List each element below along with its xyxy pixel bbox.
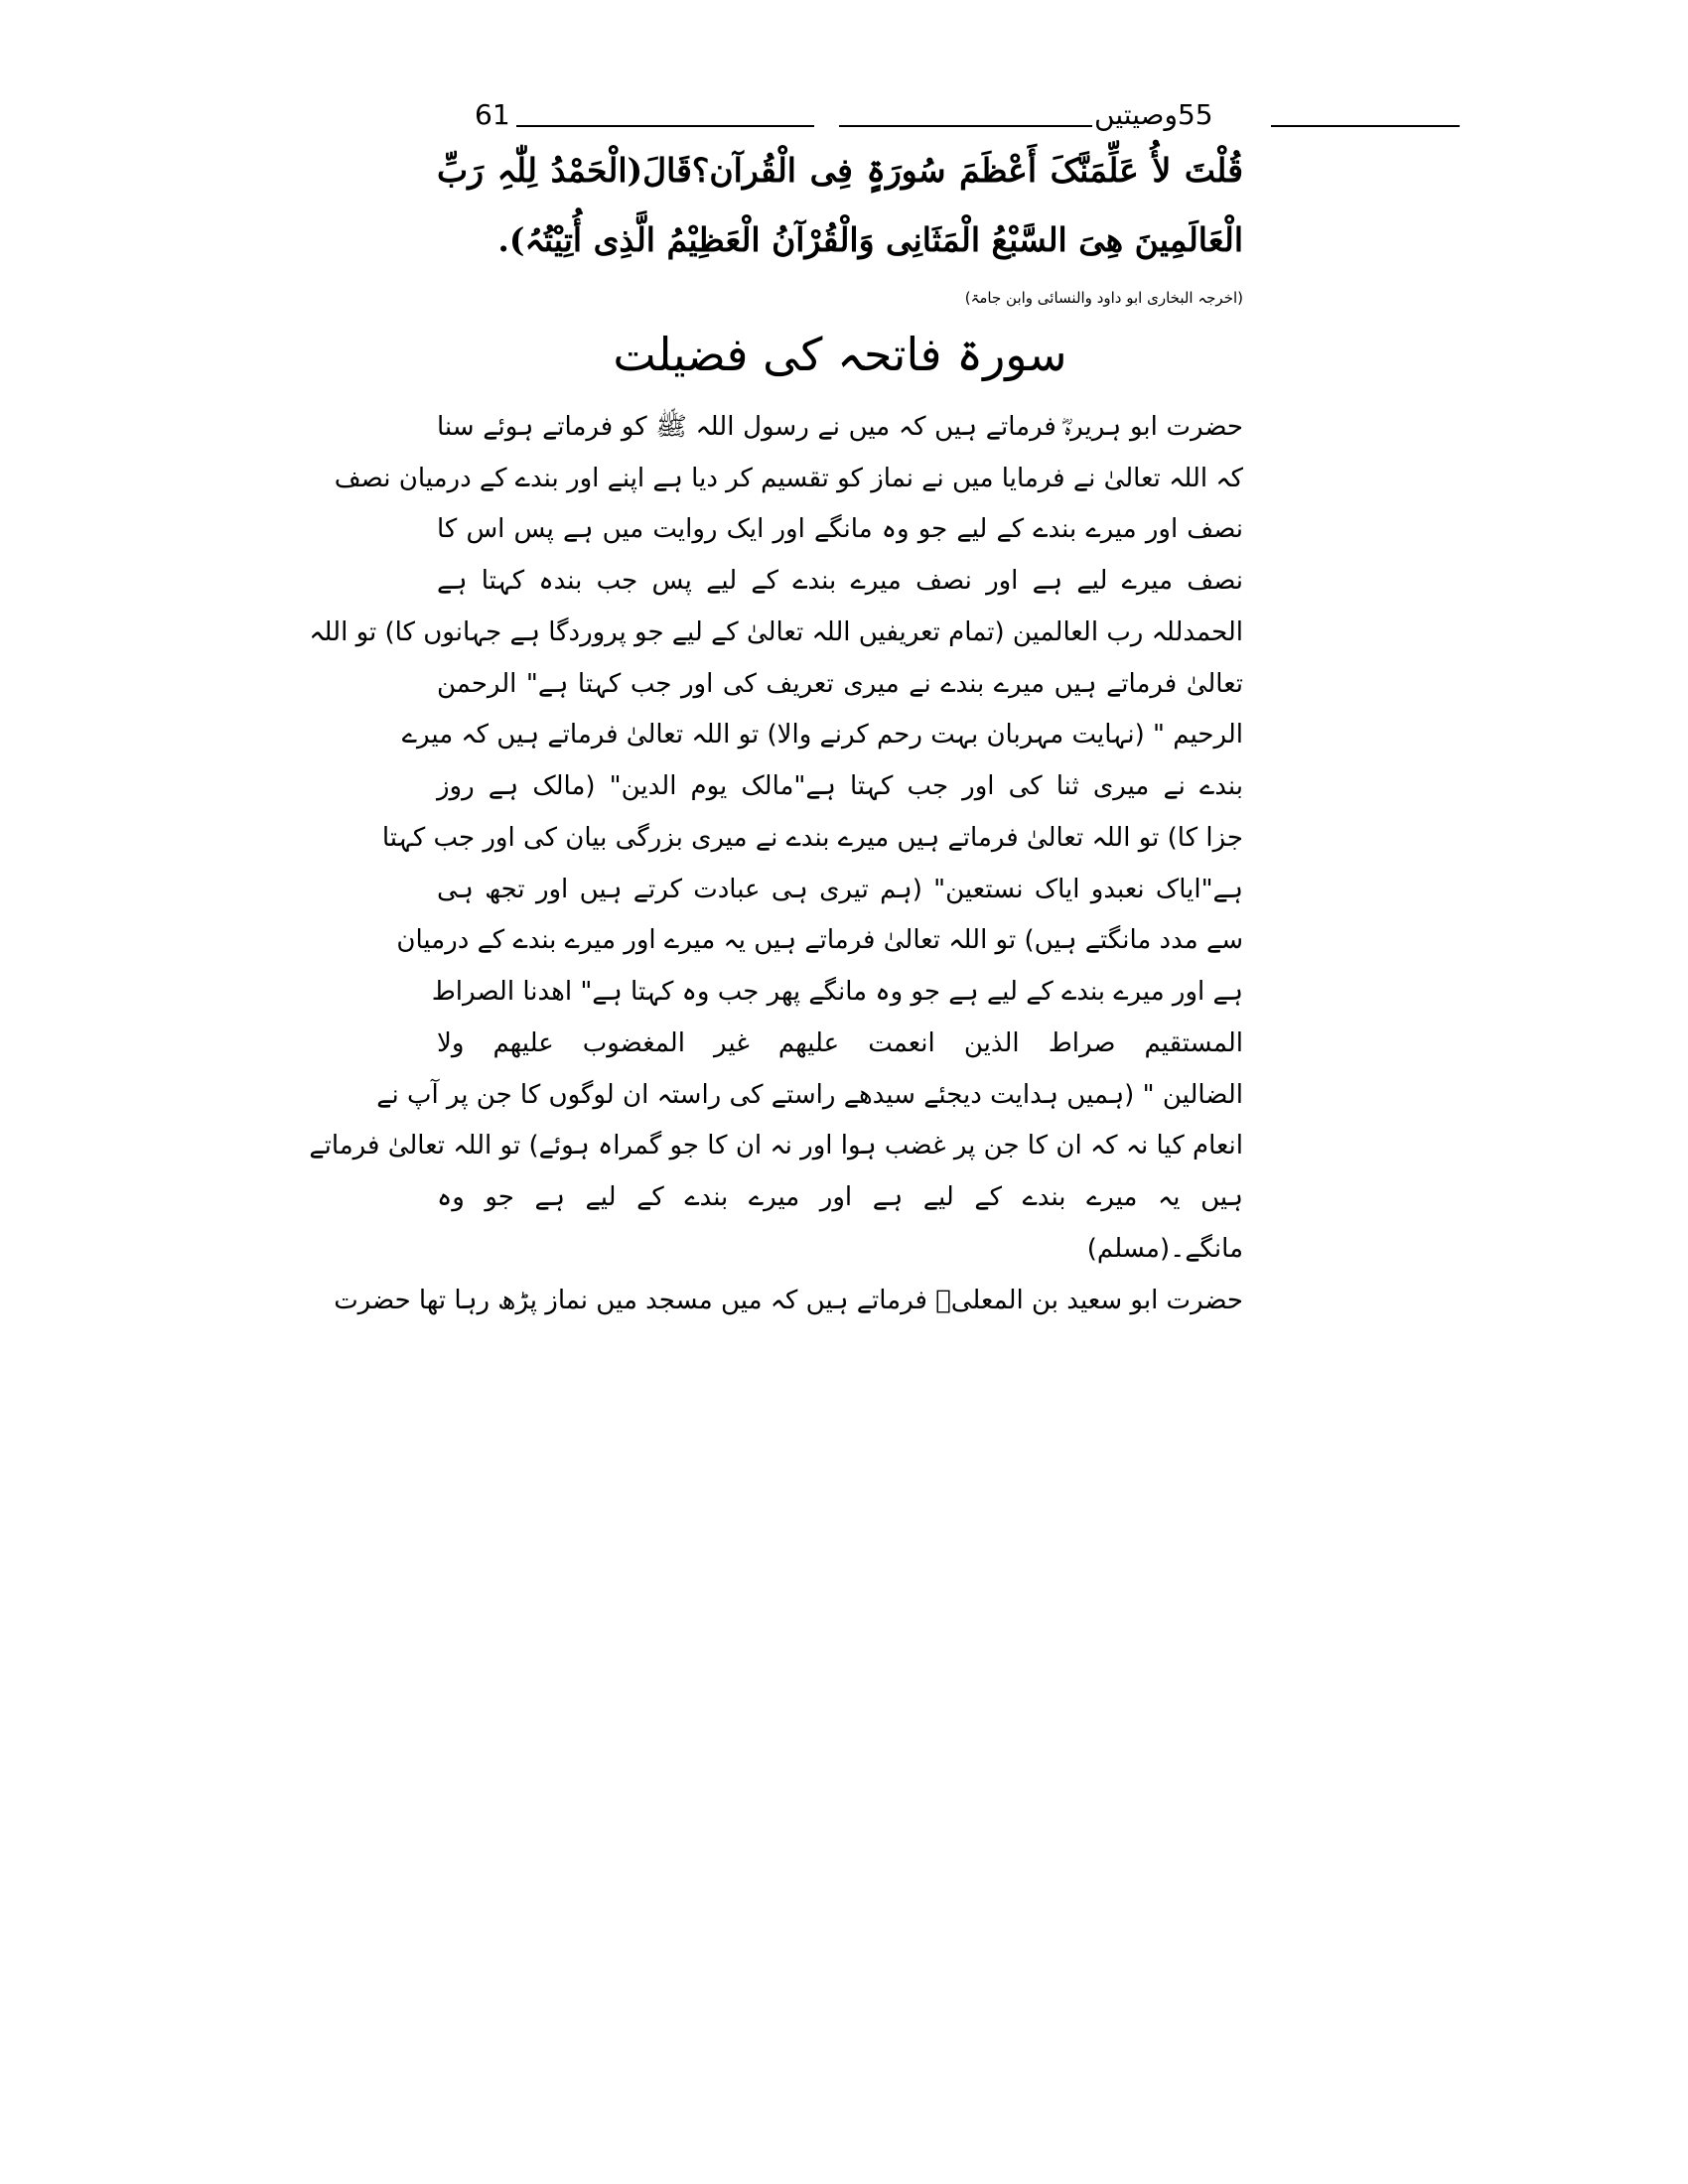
arabic-quote-line-2: الْعَالَمِینَ ھِیَ السَّبْعُ الْمَثَانِی وَالْقُرْآنُ الْعَظِیْمُ الَّذِی أُتِیْتُہُ). (497, 220, 1243, 259)
body-line: سے مدد مانگتے ہیں) تو اللہ تعالیٰ فرماتے ہیں یہ میرے اور میرے بندے کے درمیان (396, 925, 1243, 955)
body-line: انعام کیا نہ کہ ان کا جن پر غضب ہوا اور نہ ان کا جو گمراہ ہوئے) تو اللہ تعالیٰ فرماتے (309, 1131, 1243, 1160)
body-line: مانگے۔(مسلم) (1086, 1234, 1243, 1264)
body-line: نصف اور میرے بندے کے لیے جو وہ مانگے اور ایک روایت میں ہے پس اس کا (437, 514, 1243, 544)
body-line: ہیں یہ میرے بندے کے لیے ہے اور میرے بندے کے لیے ہے جو وہ (437, 1182, 1243, 1212)
page-number: 61 (475, 98, 510, 131)
body-line: کہ اللہ تعالیٰ نے فرمایا میں نے نماز کو تقسیم کر دیا ہے اپنے اور بندے کے درمیان نصف (334, 464, 1243, 493)
page-title: 55وصیتیں (1094, 98, 1213, 131)
body-line: بندے نے میری ثنا کی اور جب کہتا ہے"مالک یوم الدین" (مالک ہے روز (437, 771, 1243, 801)
header-rule-right (1271, 125, 1460, 127)
body-line: المستقیم صراط الذین انعمت علیھم غیر المغضوب علیھم ولا (437, 1028, 1243, 1058)
body-line: حضرت ابو سعید بن المعلیؓ فرماتے ہیں کہ میں مسجد میں نماز پڑھ رہا تھا حضرت (334, 1286, 1243, 1315)
header-rule-middle (839, 125, 1092, 127)
body-line: حضرت ابو ہریرہؓ فرماتے ہیں کہ میں نے رسول اللہ ﷺ کو فرماتے ہوئے سنا (437, 412, 1243, 442)
body-line: الضالین " (ہمیں ہدایت دیجئے سیدھے راستے کی راستہ ان لوگوں کا جن پر آپ نے (376, 1080, 1243, 1110)
running-header (447, 99, 1241, 139)
body-line: الرحیم " (نہایت مہربان بہت رحم کرنے والا) تو اللہ تعالیٰ فرماتے ہیں کہ میرے (401, 720, 1243, 750)
body-line: ہے"ایاک نعبدو ایاک نستعین" (ہم تیری ہی عبادت کرتے ہیں اور تجھ ہی (437, 875, 1243, 904)
body-line: تعالیٰ فرماتے ہیں میرے بندے نے میری تعریف کی اور جب کہتا ہے" الرحمن (437, 669, 1243, 699)
body-line: ہے اور میرے بندے کے لیے ہے جو وہ مانگے پھر جب وہ کہتا ہے" اھدنا الصراط (431, 977, 1243, 1007)
hadith-citation: (اخرجہ البخاری ابو داود والنسائی وابن جامۃ) (964, 289, 1243, 307)
arabic-quote-line-1: قُلْتَ لأُ عَلِّمَنَّکَ أَعْظَمَ سُورَۃٍ فِی الْقُرآن؟قَالَ(الْحَمْدُ لِلّٰہِ رَبِّ (437, 151, 1243, 190)
body-line: نصف میرے لیے ہے اور نصف میرے بندے کے لیے پس جب بندہ کہتا ہے (437, 566, 1243, 596)
header-rule-left (516, 125, 814, 127)
body-line: جزا کا) تو اللہ تعالیٰ فرماتے ہیں میرے بندے نے میری بزرگی بیان کی اور جب کہتا (381, 823, 1243, 853)
body-line: الحمدللہ رب العالمین (تمام تعریفیں اللہ تعالیٰ کے لیے جو پروردگا ہے جہانوں کا) تو اللہ (309, 617, 1243, 647)
section-heading: سورۃ فاتحہ کی فضیلت (613, 328, 1067, 381)
